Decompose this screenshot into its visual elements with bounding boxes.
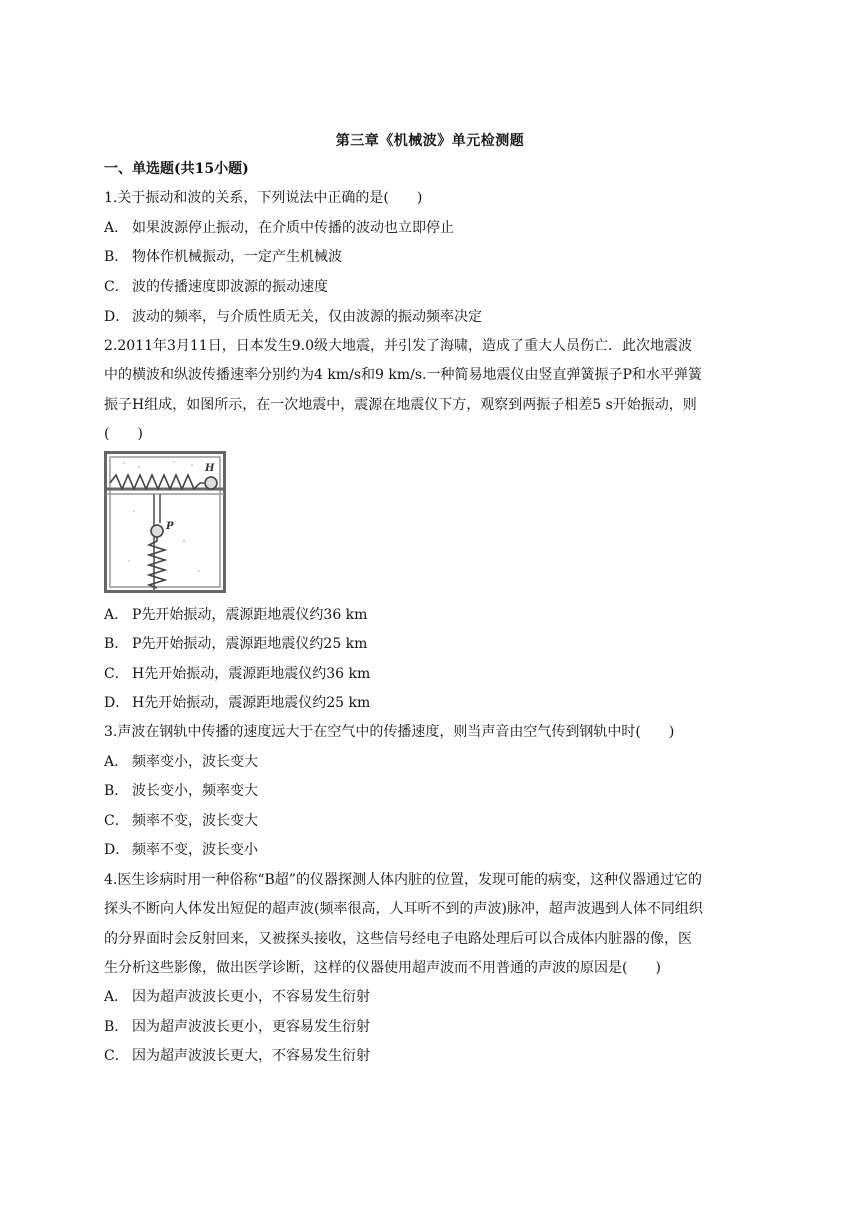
question-3-option-b <box>104 781 764 801</box>
option-text: 因为超声波波长更大，不容易发生衍射 <box>132 1048 370 1064</box>
option-label: A． <box>104 607 129 623</box>
oscillator-h <box>205 477 217 489</box>
horizontal-spring <box>110 475 204 489</box>
question-4-option-b <box>104 1017 764 1037</box>
question-1-option-a <box>104 218 764 238</box>
question-2-option-c <box>104 664 764 684</box>
option-text: H先开始振动，震源距地震仪约25 km <box>132 695 371 711</box>
oscillator-p <box>151 525 163 537</box>
question-4-stem-line-4: 生分析这些影像，做出医学诊断，这样的仪器使用超声波而不用普通的声波的原因是( ) <box>104 960 661 976</box>
label-h: H <box>205 463 215 474</box>
option-label: C． <box>104 813 129 829</box>
question-2-stem-line-1: 2.2011年3月11日，日本发生9.0级大地震，并引发了海啸，造成了重大人员伤亡．此次地震波 <box>104 338 692 354</box>
option-text: 频率变小，波长变大 <box>132 754 258 770</box>
option-label: B． <box>104 249 129 265</box>
option-text: 如果波源停止振动，在介质中传播的波动也立即停止 <box>132 220 454 236</box>
option-label: B． <box>104 636 129 652</box>
option-text: 因为超声波波长更小，不容易发生衍射 <box>132 989 370 1005</box>
option-label: D． <box>104 309 130 325</box>
question-1-option-c <box>104 277 764 297</box>
question-2-stem-line-2: 中的横波和纵波传播速率分别约为4 km/s和9 km/s.一种简易地震仪由竖直弹簧振子P和水平弹簧 <box>104 367 702 383</box>
question-1-stem: 1.关于振动和波的关系，下列说法中正确的是( ) <box>104 190 423 206</box>
question-4-option-a <box>104 987 764 1007</box>
question-4-option-c <box>104 1046 764 1066</box>
question-3-option-a <box>104 752 764 772</box>
page-title: 第三章《机械波》单元检测题 <box>335 133 525 149</box>
option-label: A． <box>104 754 129 770</box>
option-text: 物体作机械振动，一定产生机械波 <box>132 249 342 265</box>
question-3-option-d <box>104 840 764 860</box>
option-text: 频率不变，波长变大 <box>132 813 258 829</box>
option-label: D． <box>104 695 130 711</box>
option-text: 波动的频率，与介质性质无关，仅由波源的振动频率决定 <box>132 309 482 325</box>
option-label: D． <box>104 842 130 858</box>
option-label: C． <box>104 1048 129 1064</box>
option-text: 因为超声波波长更小，更容易发生衍射 <box>132 1019 370 1035</box>
option-text: P先开始振动，震源距地震仪约25 km <box>132 636 368 652</box>
section-heading: 一、单选题(共15小题) <box>104 161 249 177</box>
question-4-stem-line-1: 4.医生诊病时用一种俗称“B超”的仪器探测人体内脏的位置，发现可能的病变，这种仪器通过它的 <box>104 872 702 888</box>
question-1-option-d <box>104 307 764 327</box>
question-2-option-a <box>104 605 764 625</box>
question-2-stem-line-3: 振子H组成，如图所示，在一次地震中，震源在地震仪下方，观察到两振子相差5 s开始振动，则 <box>104 397 697 413</box>
question-4-stem-line-2: 探头不断向人体发出短促的超声波(频率很高，人耳听不到的声波)脉冲，超声波遇到人体不同组织 <box>104 901 703 917</box>
option-label: C． <box>104 666 129 682</box>
option-text: H先开始振动，震源距地震仪约36 km <box>132 666 371 682</box>
question-3-option-c <box>104 811 764 831</box>
option-text: 波的传播速度即波源的振动速度 <box>132 279 328 295</box>
option-label: A． <box>104 989 129 1005</box>
question-1-option-b <box>104 247 764 267</box>
vertical-spring <box>149 537 165 588</box>
option-text: 频率不变，波长变小 <box>132 842 258 858</box>
seismometer-figure <box>104 451 226 593</box>
question-2-option-d <box>104 693 764 713</box>
option-label: B． <box>104 783 129 799</box>
option-label: C． <box>104 279 129 295</box>
label-p: P <box>166 521 174 532</box>
question-2-stem-line-4: ( ) <box>104 426 143 442</box>
option-label: B． <box>104 1019 129 1035</box>
question-3-stem: 3.声波在钢轨中传播的速度远大于在空气中的传播速度，则当声音由空气传到钢轨中时( ) <box>104 724 675 740</box>
question-2-option-b <box>104 634 764 654</box>
question-4-stem-line-3: 的分界面时会反射回来，又被探头接收，这些信号经电子电路处理后可以合成体内脏器的像，医 <box>104 931 692 947</box>
option-label: A． <box>104 220 129 236</box>
option-text: P先开始振动，震源距地震仪约36 km <box>132 607 368 623</box>
option-text: 波长变小，频率变大 <box>132 783 258 799</box>
